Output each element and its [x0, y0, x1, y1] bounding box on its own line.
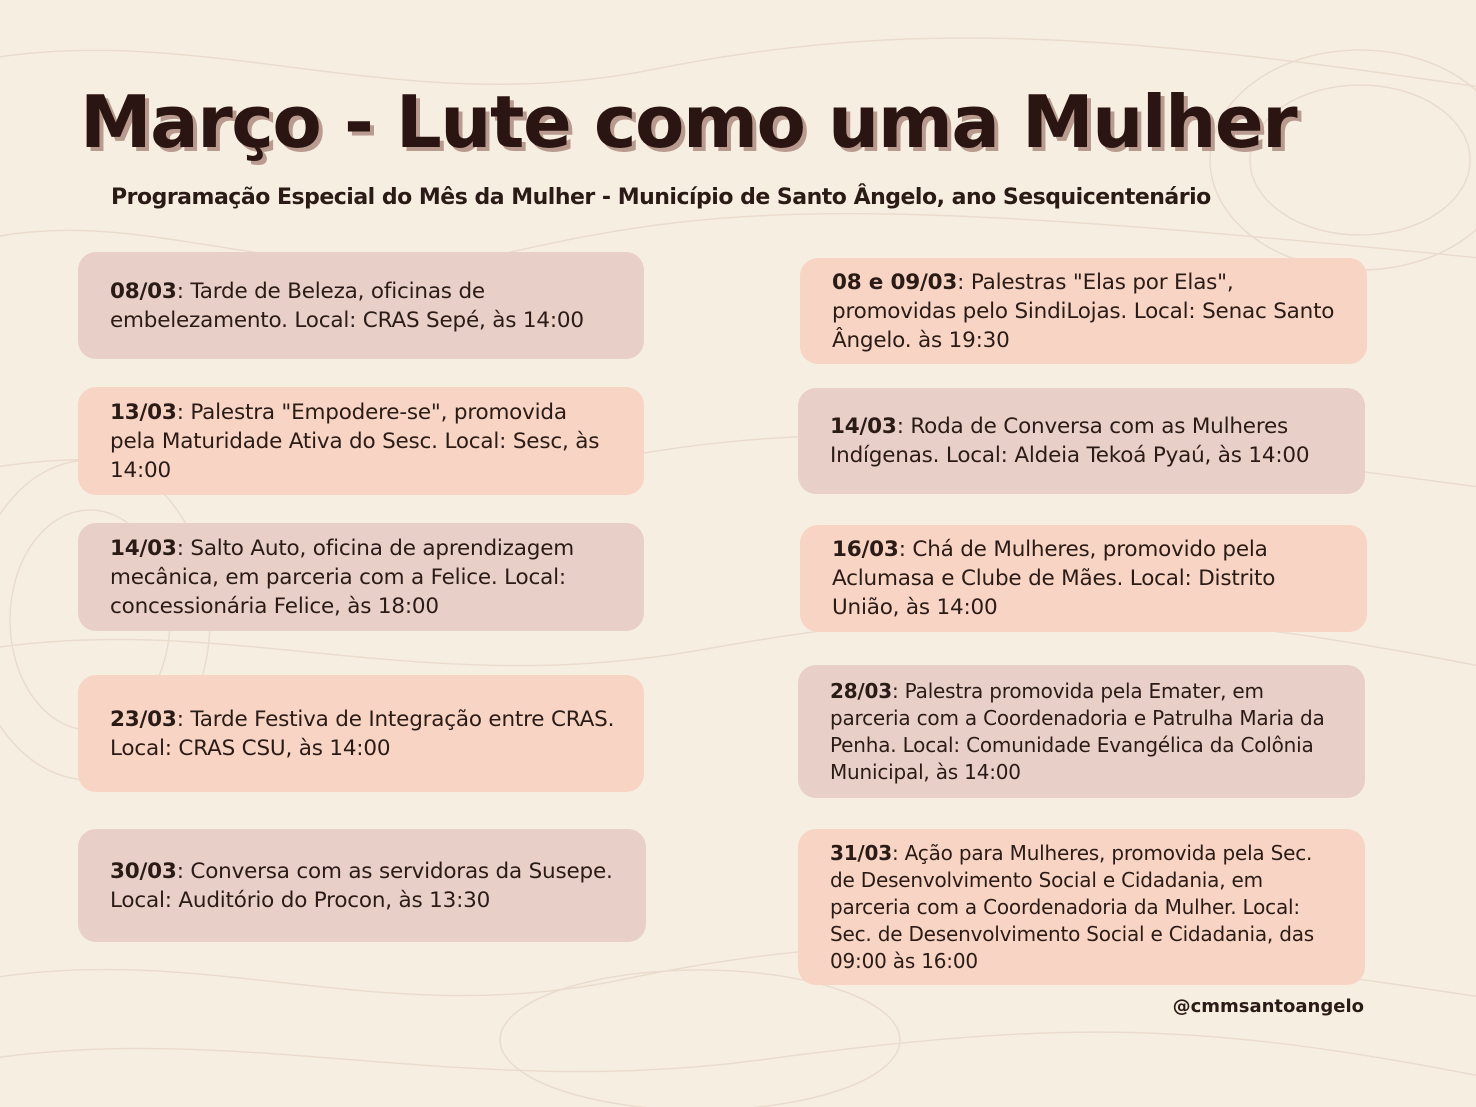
- event-text: [110, 277, 616, 335]
- event-card-right-1: [800, 258, 1367, 364]
- event-date: 16/03: [832, 537, 899, 562]
- event-date: 30/03: [110, 858, 177, 884]
- event-text: [830, 840, 1337, 975]
- event-date: 31/03: [830, 840, 892, 865]
- event-date: 08 e 09/03: [832, 269, 958, 295]
- event-text: [110, 705, 616, 763]
- event-description: : Salto Auto, oficina de aprendizagem mecânica, em parceria com a Felice. Local: concessionária Felice, às 18:00: [110, 535, 574, 619]
- page-subtitle: Programação Especial do Mês da Mulher - Município de Santo Ângelo, ano Sesquicentenário: [111, 185, 1211, 210]
- social-handle: @cmmsantoangelo: [1172, 996, 1364, 1017]
- event-description: : Tarde Festiva de Integração entre CRAS. Local: CRAS CSU, às 14:00: [110, 706, 615, 761]
- event-text: [110, 398, 616, 485]
- event-description: : Ação para Mulheres, promovida pela Sec. de Desenvolvimento Social e Cidadania, em parceria com a Coordenadoria da Mulher. Local: Sec. de Desenvolvimento Social e Cidadania, das 09:00 às 16:00: [830, 840, 1315, 973]
- event-description: : Palestra promovida pela Emater, em parceria com a Coordenadoria e Patrulha Maria da Penha. Local: Comunidade Evangélica da Colônia Municipal, às 14:00: [830, 678, 1325, 784]
- event-card-left-4: [78, 675, 644, 792]
- event-card-left-1: [78, 252, 644, 359]
- event-text: [832, 535, 1339, 622]
- event-text: [110, 534, 616, 621]
- event-date: 14/03: [110, 535, 177, 561]
- event-description: : Chá de Mulheres, promovido pela Aclumasa e Clube de Mães. Local: Distrito União, às 14:00: [832, 537, 1276, 620]
- event-date: 23/03: [110, 706, 177, 732]
- event-card-left-3: [78, 523, 644, 631]
- event-text: [830, 412, 1337, 470]
- event-description: : Roda de Conversa com as Mulheres Indígenas. Local: Aldeia Tekoá Pyaú, às 14:00: [830, 414, 1310, 468]
- event-card-right-3: [800, 525, 1367, 632]
- event-date: 28/03: [830, 678, 892, 703]
- event-date: 13/03: [110, 399, 177, 425]
- event-text: [110, 857, 618, 915]
- event-card-left-5: [78, 829, 646, 942]
- event-card-right-2: [798, 388, 1365, 494]
- event-description: : Tarde de Beleza, oficinas de embelezamento. Local: CRAS Sepé, às 14:00: [110, 278, 584, 333]
- event-card-left-2: [78, 387, 644, 495]
- event-card-right-4: [798, 665, 1365, 798]
- event-date: 14/03: [830, 414, 897, 439]
- event-text: [830, 678, 1337, 786]
- event-card-right-5: [798, 829, 1365, 985]
- event-text: [832, 268, 1339, 355]
- event-description: : Conversa com as servidoras da Susepe. Local: Auditório do Procon, às 13:30: [110, 858, 613, 913]
- event-description: : Palestras "Elas por Elas", promovidas pelo SindiLojas. Local: Senac Santo Ângelo. às 19:30: [832, 269, 1335, 353]
- page-title: Março - Lute como uma Mulher: [80, 80, 1297, 164]
- event-description: : Palestra "Empodere-se", promovida pela Maturidade Ativa do Sesc. Local: Sesc, às 14:00: [110, 399, 600, 483]
- event-date: 08/03: [110, 278, 177, 304]
